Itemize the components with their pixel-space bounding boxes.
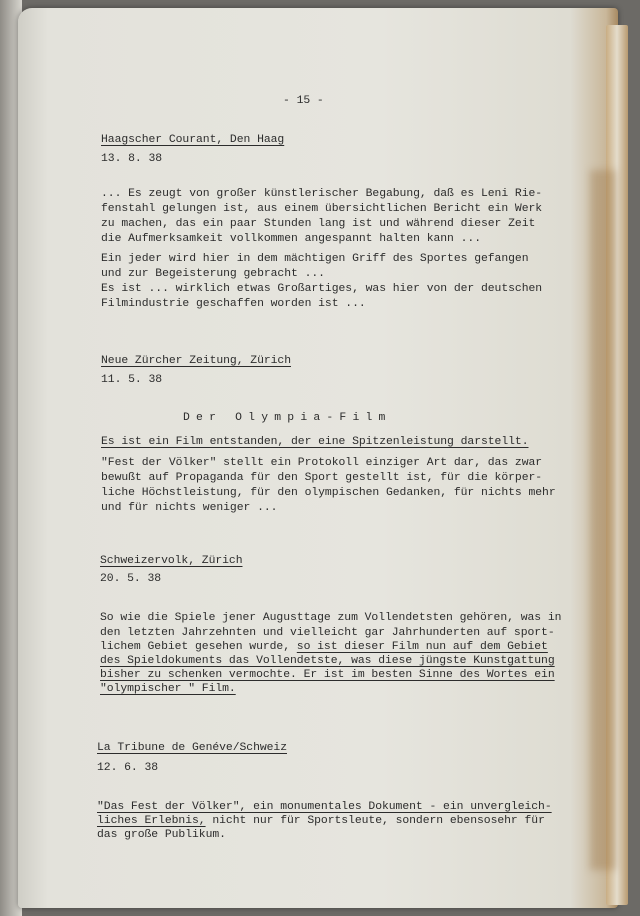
text-line: das große Publikum.	[97, 829, 226, 841]
text-line: zu machen, das ein paar Stunden lang ist und während dieser Zeit	[101, 218, 536, 230]
source-heading: Haagscher Courant, Den Haag	[101, 134, 285, 146]
text-segment: nicht nur für Sportsleute, sondern ebensosehr für	[205, 815, 545, 827]
date: 13. 8. 38	[101, 153, 163, 165]
text-line: So wie die Spiele jener Augusttage zum Vollendetsten gehören, was in	[100, 612, 562, 624]
text-line: des Spieldokuments das Vollendetste, was diese jüngste Kunstgattung	[100, 655, 555, 667]
text-line: bisher zu schenken vermochte. Er ist im besten Sinne des Wortes ein	[100, 669, 555, 681]
text-line: ... Es zeugt von großer künstlerischer Begabung, daß es Leni Rie-	[101, 188, 543, 200]
text-line: die Aufmerksamkeit vollkommen angespannt halten kann ...	[101, 233, 481, 245]
source-heading: La Tribune de Genéve/Schweiz	[97, 742, 287, 754]
text-line: liche Höchstleistung, für den olympischen Gedanken, für nichts mehr	[101, 487, 556, 499]
text-line: den letzten Jahrzehnten und vielleicht gar Jahrhunderten auf sport-	[100, 627, 555, 639]
text-line: Ein jeder wird hier in dem mächtigen Griff des Sportes gefangen	[101, 253, 529, 265]
text-line: fenstahl gelungen ist, aus einem übersichtlichen Bericht ein Werk	[101, 203, 543, 215]
underlined-segment: so ist dieser Film nun auf dem Gebiet	[296, 641, 548, 653]
text-line: "Das Fest der Völker", ein monumentales Dokument - ein unvergleich-	[97, 801, 552, 813]
source-heading: Neue Zürcher Zeitung, Zürich	[101, 355, 291, 367]
text-line: Filmindustrie geschaffen worden ist ...	[101, 298, 366, 310]
text-segment: lichem Gebiet gesehen wurde,	[100, 641, 297, 653]
source-heading: Schweizervolk, Zürich	[100, 555, 243, 567]
text-line: und für nichts weniger ...	[101, 502, 278, 514]
text-line: bewußt auf Propaganda für den Sport gestellt ist, für die körper-	[101, 472, 543, 484]
text-line: "olympischer " Film.	[100, 683, 236, 695]
text-line: und zur Begeisterung gebracht ...	[101, 268, 325, 280]
lead-sentence: Es ist ein Film entstanden, der eine Spitzenleistung darstellt.	[101, 436, 529, 448]
water-stain	[590, 170, 616, 870]
text-line	[97, 815, 545, 827]
article-title: Der Olympia-Film	[183, 412, 392, 424]
text-line: Es ist ... wirklich etwas Großartiges, was hier von der deutschen	[101, 283, 543, 295]
text-line: "Fest der Völker" stellt ein Protokoll einziger Art dar, das zwar	[101, 457, 543, 469]
date: 12. 6. 38	[97, 762, 159, 774]
page-number: - 15 -	[283, 95, 324, 107]
text-line	[100, 641, 548, 653]
date: 11. 5. 38	[101, 374, 163, 386]
underlined-segment: liches Erlebnis,	[97, 815, 206, 827]
date: 20. 5. 38	[100, 573, 162, 585]
